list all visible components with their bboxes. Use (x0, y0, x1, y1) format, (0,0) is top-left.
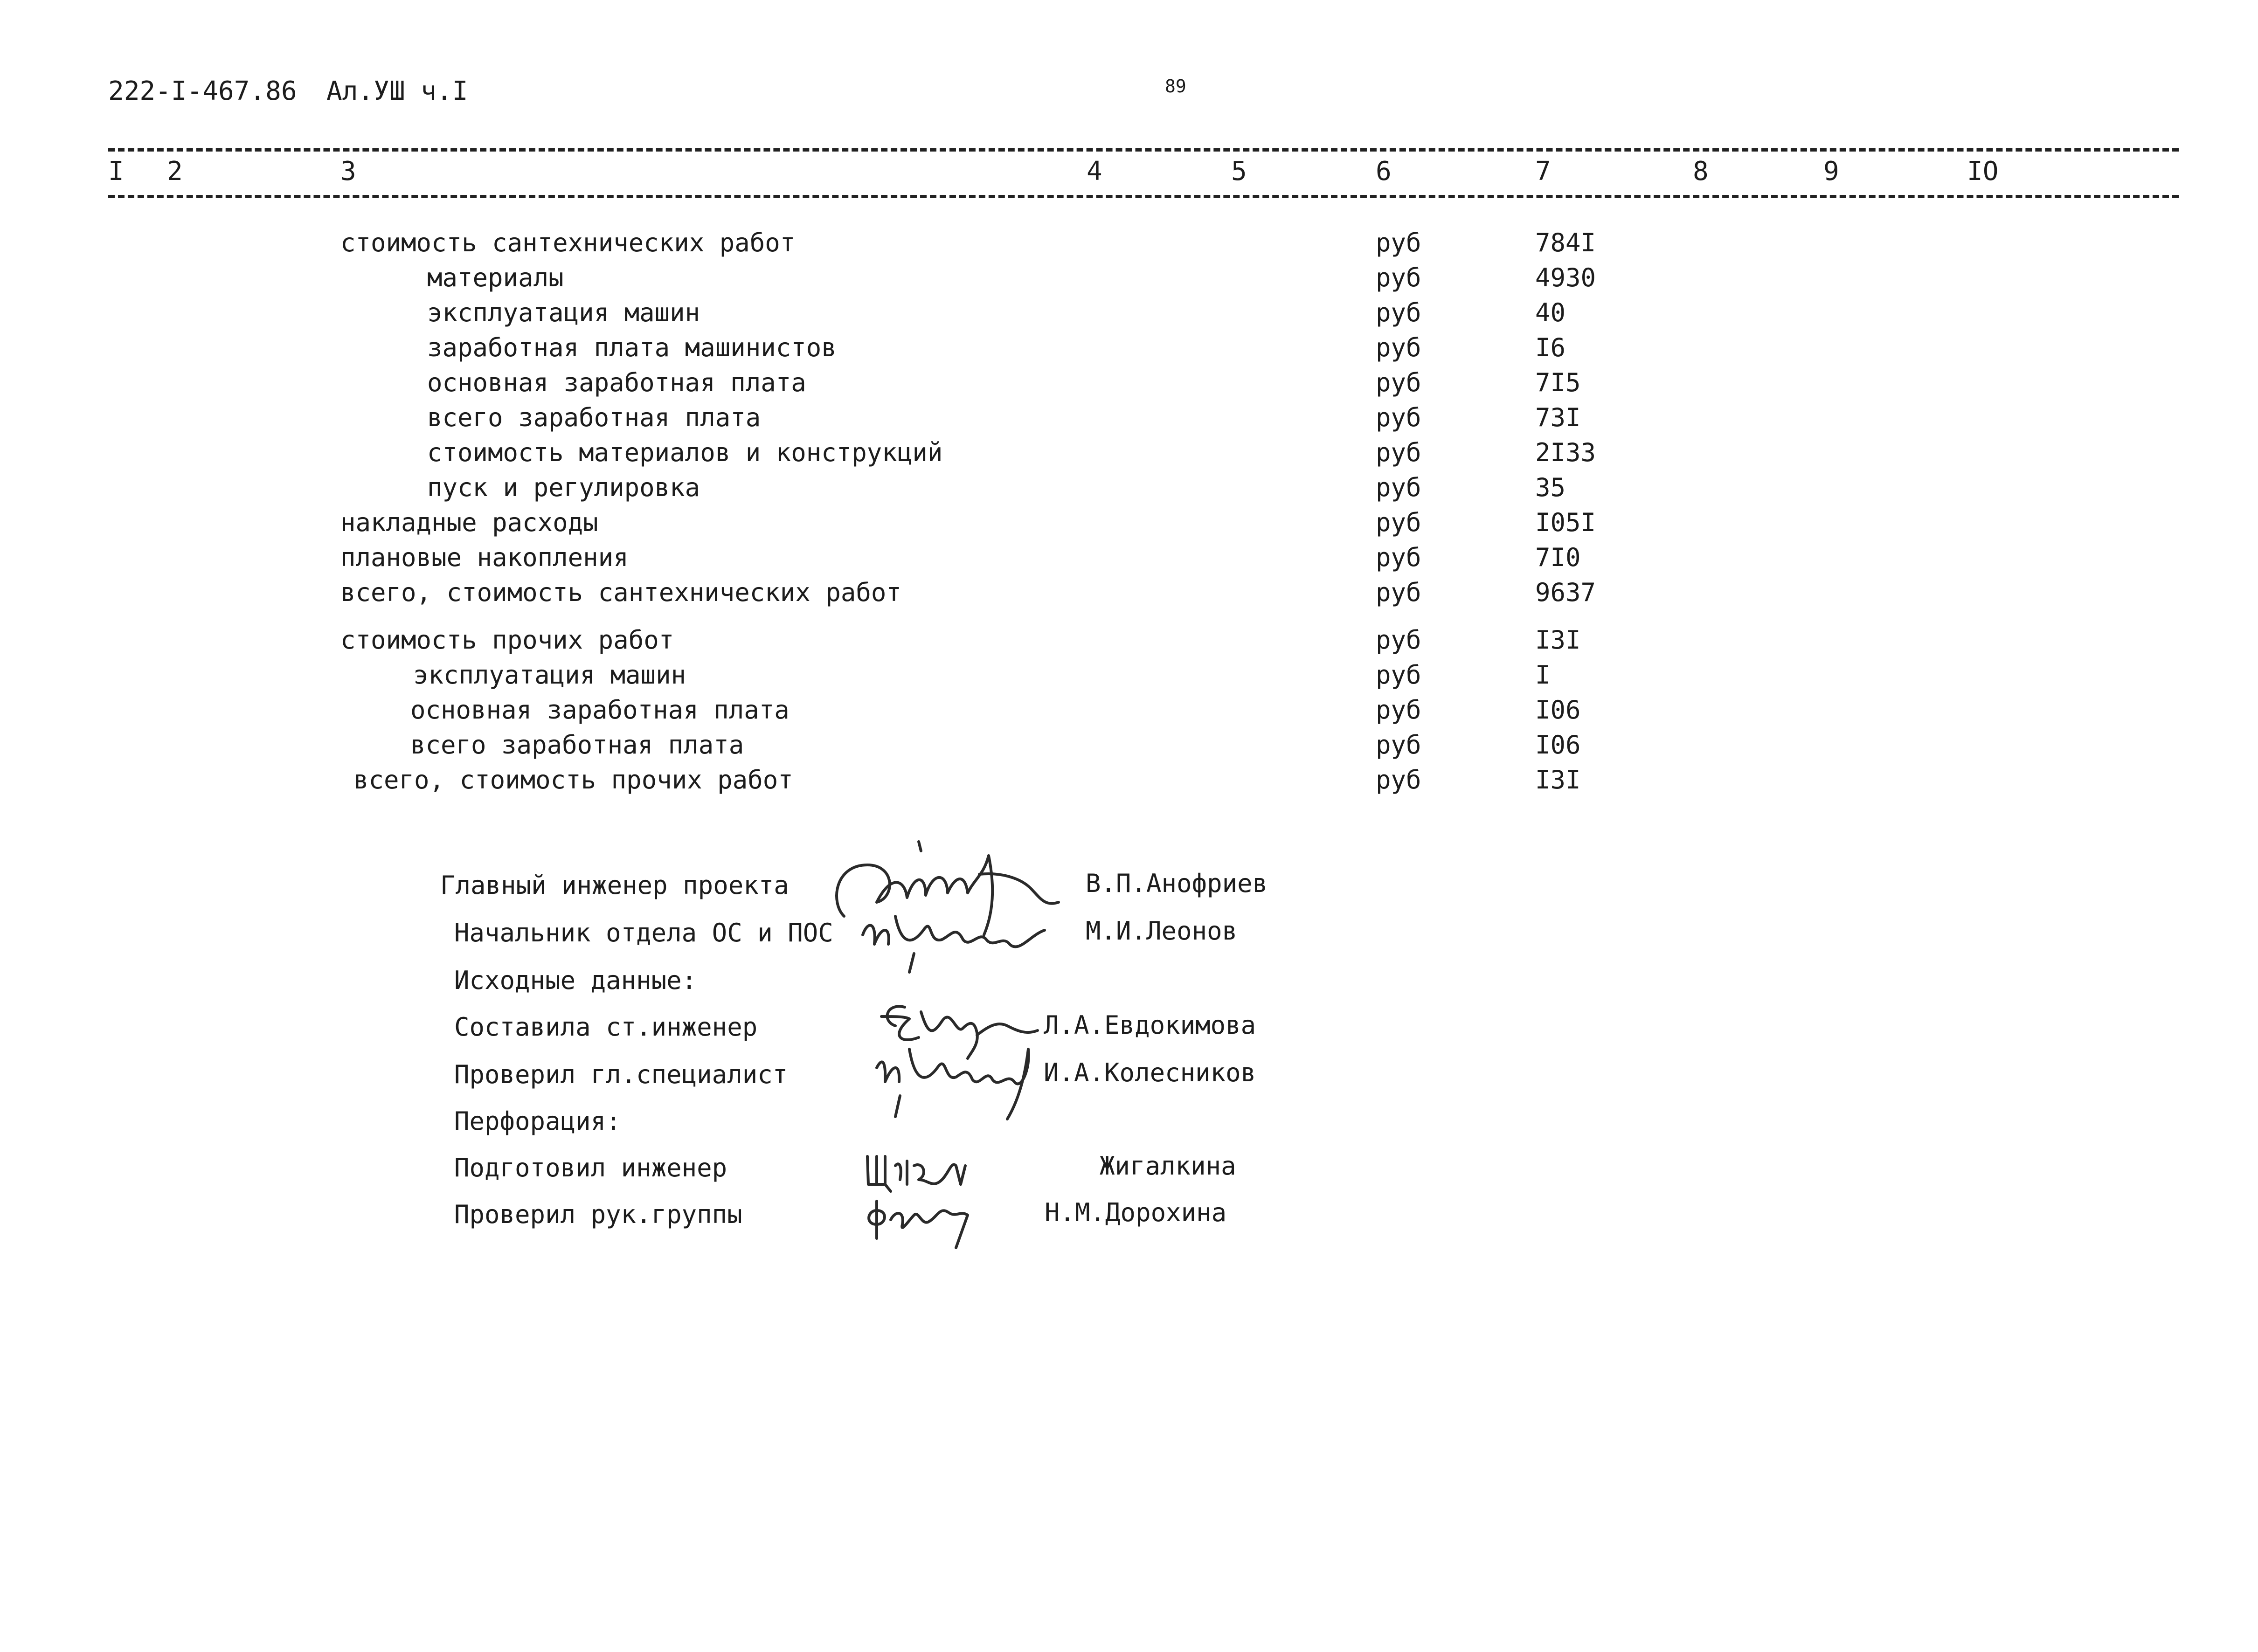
signatory-role: Проверил гл.специалист (454, 1060, 788, 1089)
row-label: стоимость сантехнических работ (340, 228, 796, 257)
column-number: 8 (1693, 156, 1709, 187)
row-label: эксплуатация машин (413, 660, 686, 690)
row-unit: руб (1376, 508, 1421, 537)
row-label: материалы (427, 263, 564, 292)
signatory-name: Н.М.Дорохина (1045, 1198, 1227, 1227)
row-unit: руб (1376, 578, 1421, 607)
signatory-role: Проверил рук.группы (454, 1200, 742, 1229)
row-unit: руб (1376, 543, 1421, 572)
column-number: 2 (167, 156, 183, 187)
row-unit: руб (1376, 765, 1421, 795)
column-number: 5 (1231, 156, 1247, 187)
row-value: 784I (1535, 228, 1596, 257)
signatory-role: Главный инженер проекта (440, 871, 789, 900)
signatory-role: Начальник отдела ОС и ПОС (454, 918, 833, 947)
row-label: стоимость прочих работ (340, 625, 674, 655)
section-label: Перфорация: (454, 1106, 621, 1136)
signatory-name: Л.А.Евдокимова (1044, 1010, 1256, 1040)
row-label: накладные расходы (340, 508, 598, 537)
row-value: 40 (1535, 298, 1566, 327)
document-code: 222-I-467.86 (108, 76, 297, 106)
row-unit: руб (1376, 660, 1421, 690)
row-value: 73I (1535, 403, 1581, 432)
row-value: 2I33 (1535, 438, 1596, 467)
signatory-role: Подготовил инженер (454, 1153, 727, 1182)
column-number: 3 (340, 156, 356, 187)
row-unit: руб (1376, 298, 1421, 327)
signatory-name: М.И.Леонов (1086, 916, 1238, 946)
row-unit: руб (1376, 368, 1421, 397)
row-value: 9637 (1535, 578, 1596, 607)
column-number: 6 (1376, 156, 1392, 187)
row-value: I06 (1535, 730, 1581, 760)
handwritten-signature-kolesnikov (867, 1040, 1045, 1126)
row-label: заработная плата машинистов (427, 333, 837, 362)
header-top-rule (108, 148, 2179, 152)
row-value: 7I0 (1535, 543, 1581, 572)
handwritten-signature-leonov (858, 902, 1063, 983)
row-unit: руб (1376, 403, 1421, 432)
handwritten-signature-dorokhina (863, 1192, 979, 1254)
column-number: 9 (1823, 156, 1839, 187)
header-bottom-rule (108, 195, 2179, 198)
row-label: всего заработная плата (427, 403, 761, 432)
column-number: 4 (1087, 156, 1102, 187)
row-value: 4930 (1535, 263, 1596, 292)
row-value: I05I (1535, 508, 1596, 537)
row-unit: руб (1376, 438, 1421, 467)
row-unit: руб (1376, 695, 1421, 725)
signatory-name: И.А.Колесников (1044, 1058, 1256, 1087)
row-label: всего, стоимость прочих работ (353, 765, 793, 795)
row-unit: руб (1376, 333, 1421, 362)
row-unit: руб (1376, 263, 1421, 292)
column-number: IO (1967, 156, 1999, 187)
signatory-name: В.П.Анофриев (1086, 869, 1268, 898)
row-value: 7I5 (1535, 368, 1581, 397)
page-number: 89 (1165, 76, 1186, 97)
row-label: основная заработная плата (410, 695, 790, 725)
column-number: I (108, 156, 124, 187)
row-label: всего заработная плата (410, 730, 744, 760)
row-value: 35 (1535, 473, 1566, 502)
row-label: основная заработная плата (427, 368, 806, 397)
column-number: 7 (1535, 156, 1551, 187)
row-label: плановые накопления (340, 543, 629, 572)
row-label: стоимость материалов и конструкций (427, 438, 943, 467)
row-value: I6 (1535, 333, 1566, 362)
row-value: I06 (1535, 695, 1581, 725)
row-unit: руб (1376, 228, 1421, 257)
album-reference: Ал.УШ ч.I (326, 76, 468, 106)
section-label: Исходные данные: (454, 966, 697, 995)
row-value: I3I (1535, 765, 1581, 795)
row-label: всего, стоимость сантехнических работ (340, 578, 901, 607)
row-value: I (1535, 660, 1551, 690)
row-value: I3I (1535, 625, 1581, 655)
row-label: пуск и регулировка (427, 473, 700, 502)
row-unit: руб (1376, 730, 1421, 760)
signatory-name: Жигалкина (1100, 1151, 1236, 1181)
row-unit: руб (1376, 473, 1421, 502)
signatory-role: Составила ст.инженер (454, 1012, 758, 1042)
row-unit: руб (1376, 625, 1421, 655)
row-label: эксплуатация машин (427, 298, 700, 327)
